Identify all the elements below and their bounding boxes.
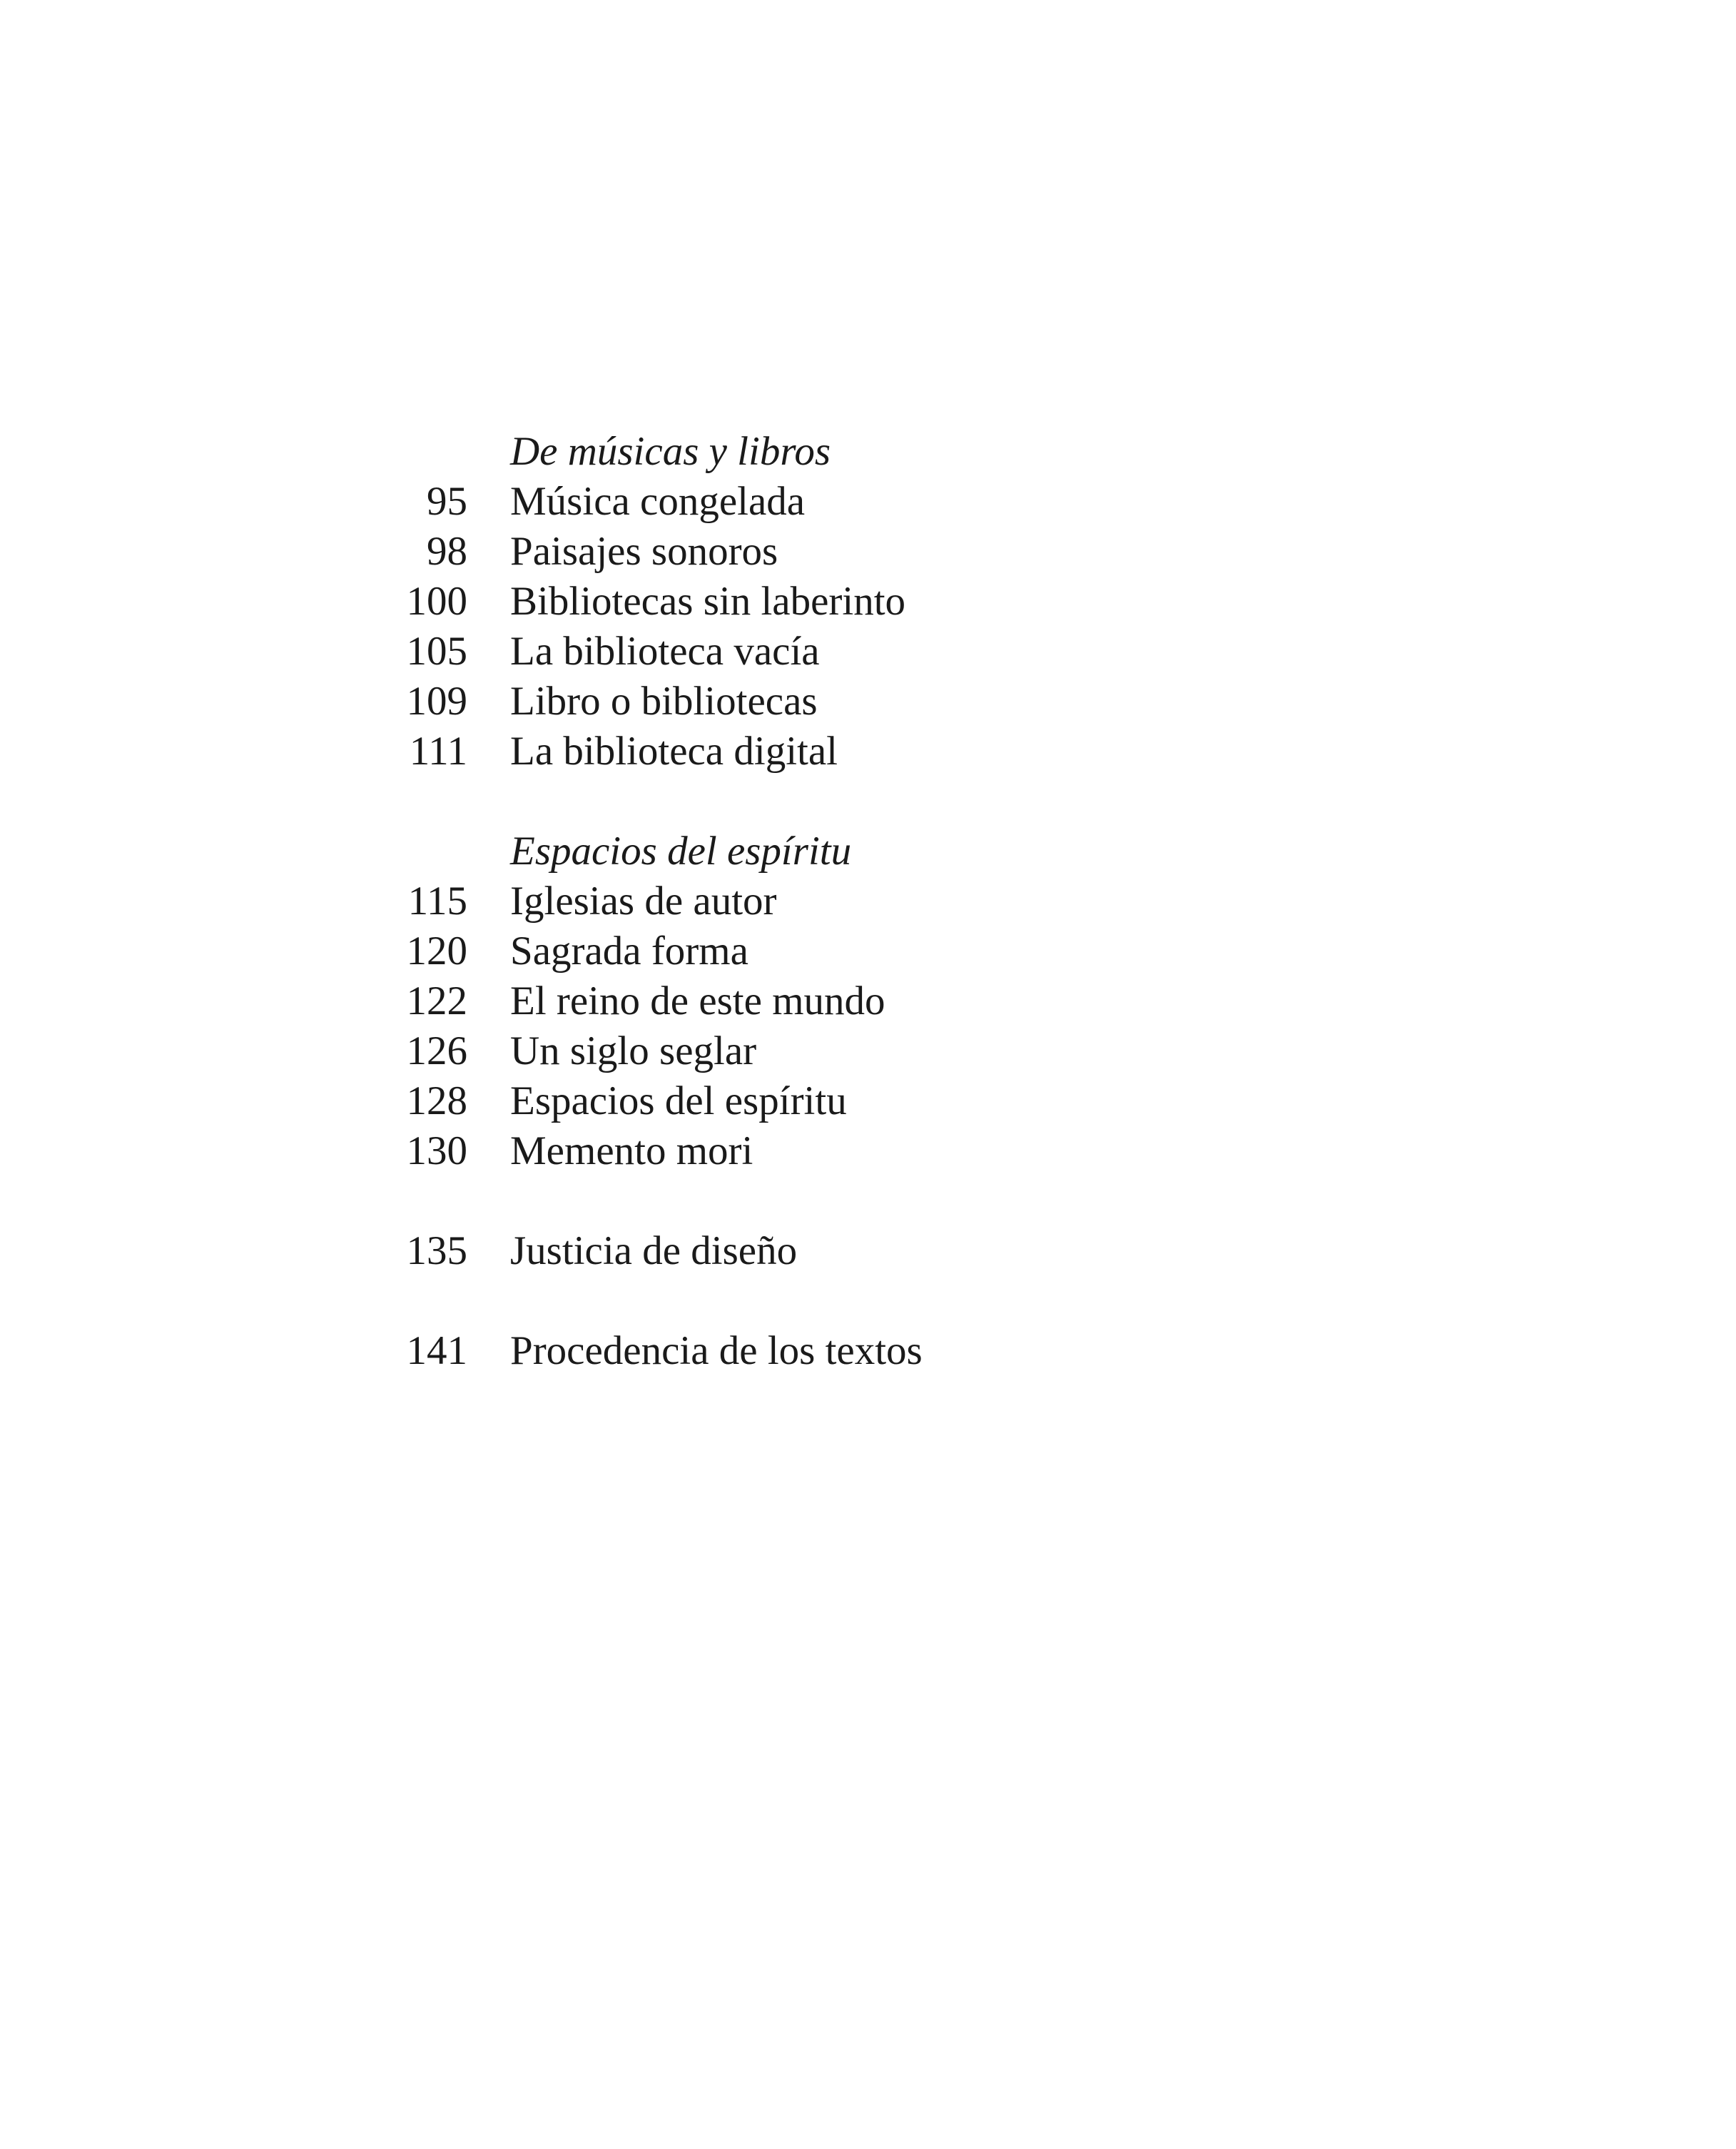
toc-entry-title: Espacios del espíritu [510,1078,847,1123]
toc-entry[interactable] [385,527,1384,577]
toc-entry[interactable] [385,976,1384,1026]
toc-entry[interactable] [385,1326,1384,1376]
toc-page-number: 105 [406,629,467,674]
toc-entry-title: El reino de este mundo [510,979,885,1023]
toc-entry-title: La biblioteca vacía [510,629,820,674]
toc-page-number: 95 [427,479,467,524]
toc-entry-title: Procedencia de los textos [510,1328,923,1373]
toc-entry-title: Un siglo seglar [510,1028,757,1073]
toc-entry[interactable] [385,1126,1384,1176]
toc-page-number: 111 [409,729,467,774]
toc-section-justicia [385,1226,1384,1276]
toc-entry[interactable] [385,677,1384,727]
section-heading-row [385,427,1384,477]
toc-page-number: 100 [406,579,467,624]
toc-entry[interactable] [385,477,1384,527]
toc-entry[interactable] [385,1226,1384,1276]
toc-section-musicas-libros [385,427,1384,777]
toc-page-number: 98 [427,529,467,574]
toc-entry[interactable] [385,577,1384,627]
toc-page-number: 122 [406,979,467,1023]
toc-page-number: 130 [406,1128,467,1173]
toc-entry[interactable] [385,1026,1384,1076]
toc-entry-title: Iglesias de autor [510,879,777,924]
toc-entry[interactable] [385,876,1384,926]
section-heading: De músicas y libros [510,429,831,474]
toc-section-espacios-espiritu [385,826,1384,1176]
toc-entry-title: La biblioteca digital [510,729,838,774]
toc-entry-title: Justicia de diseño [510,1228,798,1273]
toc-section-procedencia [385,1326,1384,1376]
toc-entry-title: Sagrada forma [510,929,748,974]
toc-entry-title: Memento mori [510,1128,753,1173]
toc-entry[interactable] [385,1076,1384,1126]
section-heading: Espacios del espíritu [510,829,852,874]
toc-entry-title: Paisajes sonoros [510,529,778,574]
toc-page-number: 141 [406,1328,467,1373]
toc-page-number: 135 [406,1228,467,1273]
toc-entry[interactable] [385,627,1384,677]
toc-entry[interactable] [385,727,1384,777]
toc-page-number: 120 [406,929,467,974]
toc-entry-title: Libro o bibliotecas [510,679,818,724]
toc-entry-title: Bibliotecas sin laberinto [510,579,906,624]
table-of-contents [385,427,1384,1376]
toc-page-number: 115 [407,879,467,924]
section-heading-row [385,826,1384,876]
toc-page-number: 126 [406,1028,467,1073]
toc-page-number: 128 [406,1078,467,1123]
toc-entry-title: Música congelada [510,479,806,524]
toc-entry[interactable] [385,926,1384,976]
toc-page-number: 109 [406,679,467,724]
